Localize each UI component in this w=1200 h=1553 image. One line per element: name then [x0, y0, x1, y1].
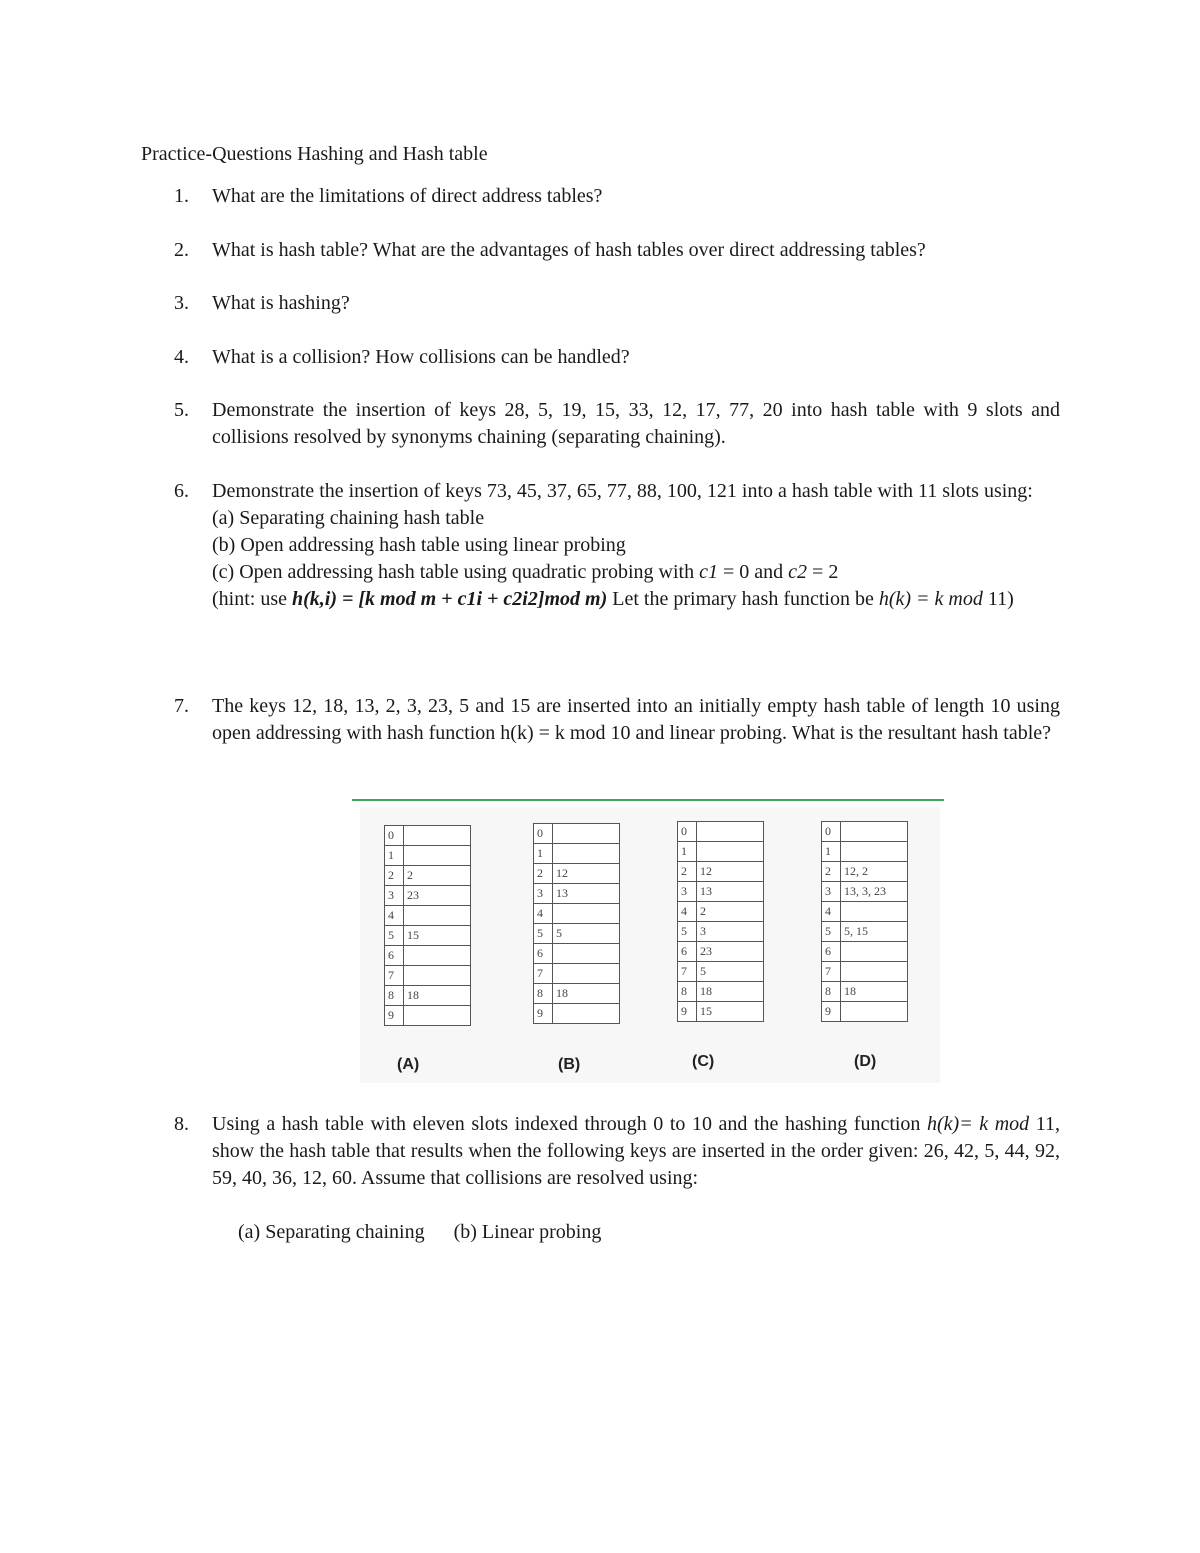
hash-table-row [822, 982, 908, 1002]
hash-table-row [534, 1004, 620, 1024]
slot-index: 1 [385, 846, 404, 866]
slot-value: 12 [553, 864, 620, 884]
question-2 [174, 237, 1060, 264]
slot-index: 8 [678, 982, 697, 1002]
hash-table-row [678, 842, 764, 862]
caption-a: (A) [397, 1056, 420, 1073]
slot-value [841, 842, 908, 862]
slot-value [553, 944, 620, 964]
hash-table-row [385, 846, 471, 866]
question-text: What is a collision? How collisions can be handled? [212, 346, 630, 368]
hash-table-row [534, 984, 620, 1004]
slot-value [841, 902, 908, 922]
math-c1: c1 [699, 561, 718, 583]
question-text-end: 11, show the hash table that results when the following keys are inserted in the order given: 26, 42, 5, 44, 92, 59, 40, 36, 12, 60. Assume that collisions are resolved using: [212, 1113, 1061, 1189]
slot-index: 1 [822, 842, 841, 862]
slot-value [404, 1006, 471, 1026]
hash-table-row [385, 946, 471, 966]
hash-table-d [821, 821, 908, 1022]
question-number: 4. [174, 346, 189, 368]
question-number: 2. [174, 239, 189, 261]
question-7 [174, 693, 1060, 747]
slot-index: 5 [534, 924, 553, 944]
figure-top-rule [352, 799, 944, 801]
slot-index: 3 [385, 886, 404, 906]
question-5 [174, 397, 1060, 451]
slot-value: 15 [404, 926, 471, 946]
slot-index: 9 [678, 1002, 697, 1022]
hash-table-row [822, 882, 908, 902]
caption-d: (D) [854, 1053, 877, 1070]
option-c-text: (c) Open addressing hash table using quadratic probing with [212, 561, 700, 583]
slot-value [697, 822, 764, 842]
hint-text: (hint: use [212, 588, 292, 610]
slot-index: 5 [385, 926, 404, 946]
slot-value: 23 [697, 942, 764, 962]
slot-value [841, 1002, 908, 1022]
question-text [212, 1111, 1060, 1192]
slot-index: 0 [822, 822, 841, 842]
option-a: (a) Separating chaining [238, 1221, 425, 1243]
slot-index: 2 [678, 862, 697, 882]
slot-value: 15 [697, 1002, 764, 1022]
hash-table-row [534, 944, 620, 964]
slot-value: 13 [553, 884, 620, 904]
hash-table-row [822, 902, 908, 922]
hash-table-row [385, 886, 471, 906]
slot-index: 6 [534, 944, 553, 964]
slot-index: 1 [534, 844, 553, 864]
hash-table-row [822, 962, 908, 982]
hash-table-row [385, 866, 471, 886]
hash-table-row [678, 902, 764, 922]
slot-index: 4 [385, 906, 404, 926]
slot-value [404, 826, 471, 846]
slot-index: 3 [534, 884, 553, 904]
option-c-mid: = 0 and [718, 561, 789, 583]
hash-table-row [822, 922, 908, 942]
question-1 [174, 183, 1060, 210]
slot-value: 5 [553, 924, 620, 944]
slot-index: 3 [678, 882, 697, 902]
hash-table-row [534, 824, 620, 844]
option-b: (b) Open addressing hash table using linear probing [212, 534, 626, 556]
hint-formula: h(k,i) = [k mod m + c1i + c2i2]mod m) [292, 588, 608, 610]
question-text: Demonstrate the insertion of keys 28, 5, 19, 15, 33, 12, 17, 77, 20 into hash table with 9 slots and collisions resolved by synonyms chaining (separating chaining). [212, 399, 1060, 448]
slot-value: 18 [697, 982, 764, 1002]
question-4 [174, 344, 1060, 371]
slot-value [553, 904, 620, 924]
option-c-end: = 2 [807, 561, 839, 583]
hash-table-row [534, 844, 620, 864]
caption-b: (B) [558, 1056, 581, 1073]
slot-value: 5 [697, 962, 764, 982]
hint [212, 586, 1060, 613]
hash-table-row [385, 966, 471, 986]
hint-mid: Let the primary hash function be [607, 588, 879, 610]
slot-index: 0 [534, 824, 553, 844]
slot-index: 2 [385, 866, 404, 886]
slot-value [841, 962, 908, 982]
question-number: 6. [174, 480, 189, 502]
slot-index: 4 [822, 902, 841, 922]
hash-table-row [678, 942, 764, 962]
question-number: 5. [174, 399, 189, 421]
slot-value: 13, 3, 23 [841, 882, 908, 902]
caption-c: (C) [692, 1053, 715, 1070]
slot-index: 3 [822, 882, 841, 902]
question-number: 7. [174, 695, 189, 717]
slot-index: 7 [534, 964, 553, 984]
slot-value: 23 [404, 886, 471, 906]
slot-index: 4 [678, 902, 697, 922]
question-text: What is hashing? [212, 292, 350, 314]
slot-index: 9 [385, 1006, 404, 1026]
slot-index: 5 [678, 922, 697, 942]
slot-value [404, 946, 471, 966]
slot-value: 18 [841, 982, 908, 1002]
slot-index: 8 [385, 986, 404, 1006]
hash-table-row [822, 822, 908, 842]
slot-value [841, 822, 908, 842]
question-intro: Demonstrate the insertion of keys 73, 45, 37, 65, 77, 88, 100, 121 into a hash table with 11 slots using: [212, 480, 1033, 502]
hash-table-row [385, 1006, 471, 1026]
slot-index: 7 [678, 962, 697, 982]
hash-table-row [678, 922, 764, 942]
slot-index: 5 [822, 922, 841, 942]
hash-table-row [822, 862, 908, 882]
question-8-options [238, 1219, 625, 1246]
hash-table-row [534, 864, 620, 884]
slot-value: 12, 2 [841, 862, 908, 882]
slot-value [553, 844, 620, 864]
hash-table-row [822, 842, 908, 862]
hash-table-row [534, 904, 620, 924]
hash-table-row [678, 822, 764, 842]
slot-index: 0 [678, 822, 697, 842]
slot-index: 6 [385, 946, 404, 966]
question-number: 1. [174, 185, 189, 207]
math-c2: c2 [788, 561, 808, 583]
slot-value: 2 [404, 866, 471, 886]
slot-index: 9 [822, 1002, 841, 1022]
hash-table-row [822, 942, 908, 962]
question-text: What is hash table? What are the advantages of hash tables over direct addressing tables? [212, 239, 926, 261]
slot-value [697, 842, 764, 862]
slot-value [841, 942, 908, 962]
question-3 [174, 290, 1060, 317]
slot-index: 2 [534, 864, 553, 884]
slot-value: 3 [697, 922, 764, 942]
hash-table-row [534, 924, 620, 944]
hash-table-a [384, 825, 471, 1026]
hash-function: h(k)= k mod [927, 1113, 1030, 1135]
slot-value [553, 1004, 620, 1024]
hash-table-c [677, 821, 764, 1022]
slot-value [404, 846, 471, 866]
slot-value: 12 [697, 862, 764, 882]
question-text [212, 478, 1060, 613]
slot-index: 9 [534, 1004, 553, 1024]
slot-index: 0 [385, 826, 404, 846]
hash-table-row [385, 926, 471, 946]
slot-index: 8 [822, 982, 841, 1002]
hash-table-row [678, 862, 764, 882]
slot-index: 4 [534, 904, 553, 924]
question-text: What are the limitations of direct address tables? [212, 185, 603, 207]
slot-index: 7 [822, 962, 841, 982]
slot-value: 18 [553, 984, 620, 1004]
question-6 [174, 478, 1060, 613]
hash-table-b [533, 823, 620, 1024]
slot-value [404, 906, 471, 926]
question-8 [174, 1111, 1060, 1192]
slot-value: 5, 15 [841, 922, 908, 942]
question-number: 3. [174, 292, 189, 314]
slot-index: 1 [678, 842, 697, 862]
hash-function: h(k) = k mod [878, 588, 983, 610]
slot-value: 13 [697, 882, 764, 902]
question-text-start: Using a hash table with eleven slots indexed through 0 to 10 and the hashing function [212, 1113, 928, 1135]
question-text: The keys 12, 18, 13, 2, 3, 23, 5 and 15 are inserted into an initially empty hash table of length 10 using open addressing with hash function h(k) = k mod 10 and linear probing. What is the resultant hash table? [212, 695, 1060, 744]
hash-table-row [385, 906, 471, 926]
answer-options-figure [352, 797, 944, 1087]
slot-index: 7 [385, 966, 404, 986]
hash-table-row [534, 964, 620, 984]
slot-value [404, 966, 471, 986]
hash-table-row [534, 884, 620, 904]
slot-value [553, 964, 620, 984]
slot-index: 8 [534, 984, 553, 1004]
option-b: (b) Linear probing [453, 1221, 602, 1243]
slot-index: 6 [678, 942, 697, 962]
slot-value [553, 824, 620, 844]
slot-index: 6 [822, 942, 841, 962]
slot-value: 18 [404, 986, 471, 1006]
option-a: (a) Separating chaining hash table [212, 507, 485, 529]
hash-table-row [678, 962, 764, 982]
question-number: 8. [174, 1113, 189, 1135]
hash-table-row [678, 982, 764, 1002]
page-title: Practice-Questions Hashing and Hash table [141, 143, 488, 165]
slot-value: 2 [697, 902, 764, 922]
hash-table-row [385, 826, 471, 846]
hash-table-row [678, 882, 764, 902]
hash-table-row [822, 1002, 908, 1022]
hint-end: 11) [982, 588, 1014, 610]
hash-table-row [678, 1002, 764, 1022]
hash-table-row [385, 986, 471, 1006]
slot-index: 2 [822, 862, 841, 882]
option-c [212, 559, 1060, 586]
